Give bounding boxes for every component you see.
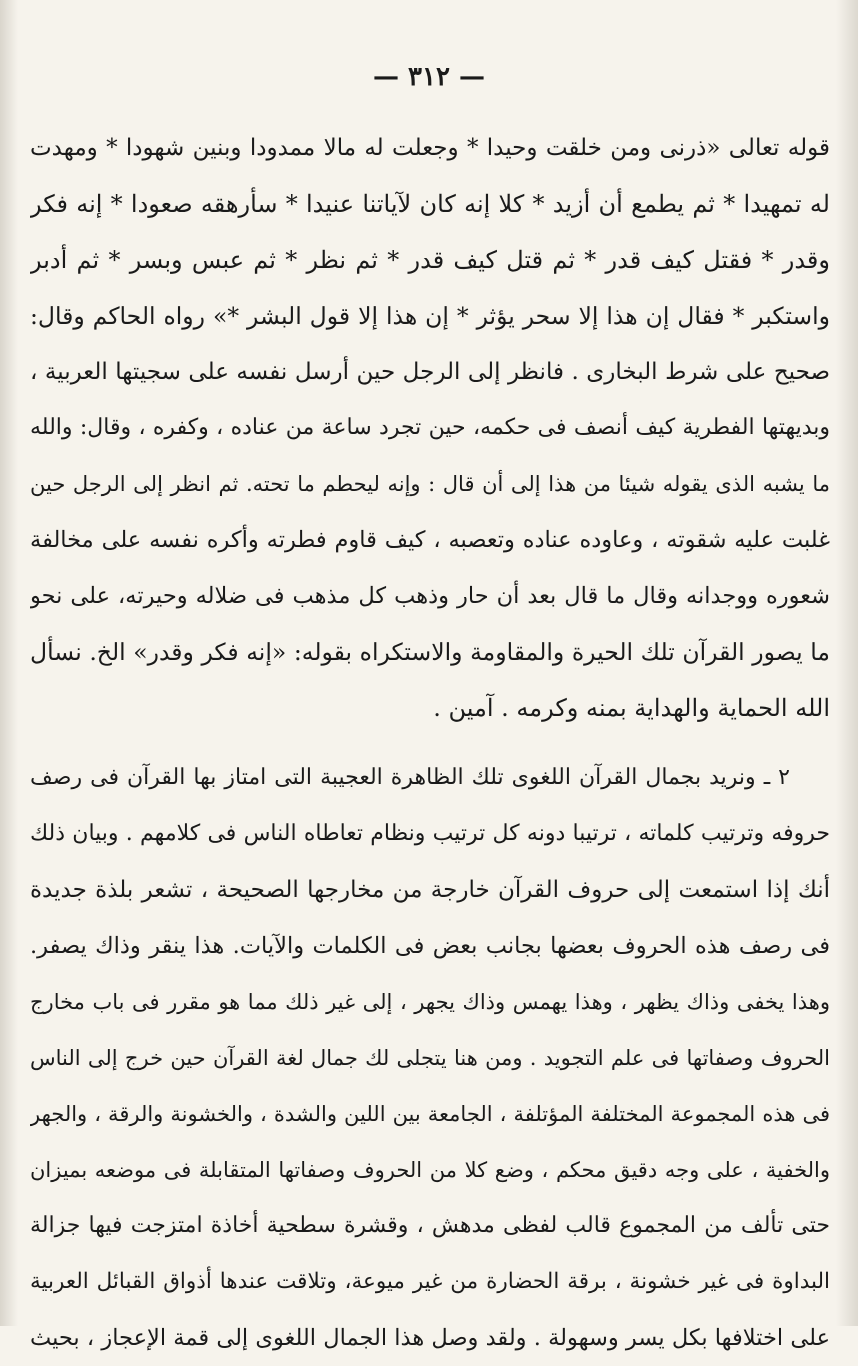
text-line: فى هذه المجموعة المختلفة المؤتلفة ، الجامعة بين اللين والشدة ، والخشونة والرقة ، والجهر bbox=[30, 1102, 830, 1126]
text-line: شعوره ووجدانه وقال ما قال بعد أن حار وذهب كل مذهب فى ضلاله وحيرته، على نحو bbox=[30, 583, 830, 609]
text-line: له تمهيدا * ثم يطمع أن أزيد * كلا إنه كان لآياتنا عنيدا * سأرهقه صعودا * إنه فكر bbox=[30, 190, 830, 218]
text-line: فى رصف هذه الحروف بعضها بجانب بعض فى الكلمات والآيات. هذا ينقر وذاك يصفر. bbox=[30, 933, 830, 959]
page-number: — ٣١٢ — bbox=[372, 62, 486, 92]
paragraph-2 bbox=[30, 750, 830, 1366]
text-line: حتى تألف من المجموع قالب لفظى مدهش ، وقشرة سطحية أخاذة امتزجت فيها جزالة bbox=[30, 1213, 830, 1238]
text-line: البداوة فى غير خشونة ، برقة الحضارة من غير ميوعة، وتلاقت عندها أذواق القبائل العربية bbox=[30, 1269, 830, 1294]
text-line: قوله تعالى «ذرنى ومن خلقت وحيدا * وجعلت له مالا ممدودا وبنين شهودا * ومهدت bbox=[30, 135, 830, 161]
page-edge-left bbox=[0, 0, 18, 1326]
text-line: ما يصور القرآن تلك الحيرة والمقاومة والاستكراه بقوله: «إنه فكر وقدر» الخ. نسأل bbox=[30, 638, 830, 666]
paragraph-gap bbox=[30, 736, 830, 750]
page-body bbox=[30, 120, 830, 1366]
text-line: واستكبر * فقال إن هذا إلا سحر يؤثر * إن هذا إلا قول البشر *» رواه الحاكم وقال: bbox=[30, 302, 830, 330]
text-line: وقدر * فقتل كيف قدر * ثم قتل كيف قدر * ثم نظر * ثم عبس وبسر * ثم أدبر bbox=[30, 246, 830, 274]
text-line: والخفية ، على وجه دقيق محكم ، وضع كلا من الحروف وصفاتها المتقابلة فى موضعه بميزان bbox=[30, 1158, 830, 1182]
text-line: وبديهتها الفطرية كيف أنصف فى حكمه، حين تجرد ساعة من عناده ، وكفره ، وقال: والله bbox=[30, 415, 830, 440]
paragraph-1 bbox=[30, 120, 830, 736]
page-edge-right bbox=[836, 0, 858, 1326]
text-line: على اختلافها بكل يسر وسهولة . ولقد وصل هذا الجمال اللغوى إلى قمة الإعجاز ، بحيث bbox=[30, 1325, 830, 1351]
text-line: أنك إذا استمعت إلى حروف القرآن خارجة من مخارجها الصحيحة ، تشعر بلذة جديدة bbox=[30, 877, 830, 903]
text-line: ٢ ـ ونريد بجمال القرآن اللغوى تلك الظاهرة العجيبة التى امتاز بها القرآن فى رصف bbox=[30, 765, 790, 790]
text-line: ما يشبه الذى يقوله شيئا من هذا إلى أن قال : وإنه ليحطم ما تحته. ثم انظر إلى الرجل حين bbox=[30, 472, 830, 496]
text-line: حروفه وترتيب كلماته ، ترتيبا دونه كل ترتيب ونظام تعاطاه الناس فى كلامهم . وبيان ذلك bbox=[30, 821, 830, 846]
text-line: غلبت عليه شقوته ، وعاوده عناده وتعصبه ، كيف قاوم فطرته وأكره نفسه على مخالفة bbox=[30, 527, 830, 553]
text-line: وهذا يخفى وذاك يظهر ، وهذا يهمس وذاك يجهر ، إلى غير ذلك مما هو مقرر فى باب مخارج bbox=[30, 990, 830, 1014]
text-line: الله الحماية والهداية بمنه وكرمه . آمين . bbox=[433, 694, 830, 722]
text-line: الحروف وصفاتها فى علم التجويد . ومن هنا يتجلى لك جمال لغة القرآن حين خرج إلى الناس bbox=[30, 1046, 830, 1070]
text-line: صحيح على شرط البخارى . فانظر إلى الرجل حين أرسل نفسه على سجيتها العربية ، bbox=[30, 359, 830, 385]
